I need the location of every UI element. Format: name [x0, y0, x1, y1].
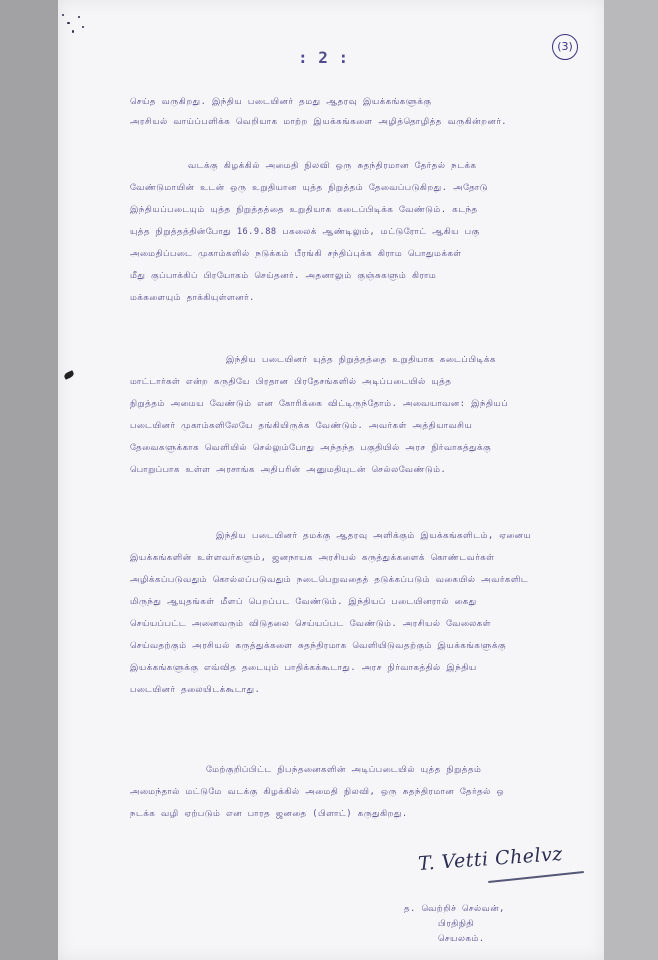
paragraph-3-line-3: நிறுத்தம் அமைய வேண்டும் என கோரிக்கை விட்டிருந்தோம். அவையாவன: இந்தியப்: [130, 399, 509, 409]
paragraph-1-line-2: அரசியல் வாய்ப்பளிக்க வெறியாக மாற்ற இயக்கங்களை அழித்தொழித்த வருகின்றனர்.: [130, 117, 507, 127]
page-circle-mark: (3): [552, 34, 578, 60]
paragraph-1-line-1: செய்த வருகிறது. இந்திய படையினர் தமது ஆதரவு இயக்கங்களுக்கு: [130, 97, 432, 107]
paragraph-4-line-1: இந்திய படையினர் தமக்கு ஆதரவு அளிக்கும் இயக்கங்களிடம், ஏனைய: [216, 531, 532, 541]
right-margin-strip: [604, 0, 658, 960]
signatory-name: த. வெற்றிச் செல்வன்,: [404, 904, 505, 914]
ink-speck: [78, 16, 80, 18]
paragraph-2-line-2: வேண்டுமாயின் உடன் ஒரு உறுதியான யுத்த நிறுத்தம் தேவைப்படுகிறது. அதோடு: [130, 183, 488, 193]
signature-block: [404, 902, 505, 947]
paragraph-4-line-4: மிருந்து ஆயுதங்கள் மீளப் பெறப்பட வேண்டும். இந்தியப் படையினரால் கைது: [130, 597, 477, 607]
paragraph-4-line-6: செய்வதற்கும் அரசியல் கருத்துக்களை சுதந்திரமாக வெளியிடுவதற்கும் இயக்கங்களுக்கு: [130, 641, 507, 651]
handwritten-signature: T. Vetti Chelvz: [417, 842, 564, 876]
ink-speck: [67, 22, 70, 24]
left-margin-strip: [0, 0, 58, 960]
paragraph-3-line-2: மாட்டார்கள் என்ற கருதியே பிரதான பிரதேசங்களில் அடிப்படையில் யுத்த: [130, 377, 452, 387]
paragraph-4-line-8: படையினர் தலையிடக்கூடாது.: [130, 685, 261, 695]
signature-underline: [488, 871, 584, 883]
paragraph-2-line-3: இந்தியப்படையும் யுத்த நிறுத்தத்தை உறுதியாக கடைப்பிடிக்க வேண்டும். கடந்த: [130, 205, 478, 215]
ink-speck: [62, 14, 64, 16]
paragraph-2-line-1: வடக்கு கிழக்கில் அமைதி நிலவி ஒரு சுதந்திரமான தேர்தல் நடக்க: [188, 161, 477, 171]
paragraph-2-line-5: அமைதிப்படை முகாம்களில் நடுக்கம் பீரங்கி சந்திப்புக்க கிராம பொதுமக்கள்: [130, 249, 462, 259]
paragraph-5-line-1: மேற்குறிப்பிட்ட நிபந்தனைகளின் அடிப்படையில் யுத்த நிறுத்தம்: [206, 765, 482, 775]
page-number: : 2 :: [298, 48, 349, 67]
paragraph-4-line-5: செய்யப்பட்ட அனைவரும் விடுதலை செய்யப்பட வேண்டும். அரசியல் வேலைகள்: [130, 619, 492, 629]
paragraph-4-line-2: இயக்கங்களின் உள்ளவர்களும், ஜனநாயக அரசியல் கருத்துக்களைக் கொண்டவர்கள்: [130, 553, 495, 563]
paragraph-5-line-3: நடக்க வழி ஏற்படும் என பாரத ஜனதை (பிளாட்) கருதுகிறது.: [130, 809, 408, 819]
paragraph-2-line-6: மீது குப்பாக்கிப் பிரயோகம் செய்தனர். அதனாலும் குஞ்சுகளும் கிராம: [130, 271, 437, 281]
ink-speck: [72, 30, 74, 33]
paragraph-3-line-1: இந்திய படையினர் யுத்த நிறுத்தத்தை உறுதியாக கடைப்பிடிக்க: [226, 355, 496, 365]
paragraph-2-line-4: யுத்த நிறுத்தத்தின்போது 16.9.88 பகலைக் ஆண்டிலும், மட்டுரோட் ஆகிய பகு: [130, 227, 480, 237]
signatory-org: செயலகம்.: [438, 934, 485, 944]
signatory-title: பிரதிநிதி: [438, 919, 474, 929]
paragraph-3-line-6: பொறுப்பாக உள்ள அரசாங்க அதிபரின் அனுமதியுடன் செல்லவேண்டும்.: [130, 465, 447, 475]
ink-speck: [82, 26, 84, 28]
paragraph-3-line-5: தேவைகளுக்காக வெளியில் செல்லும்போது அந்தந்த பகுதியில் அரச நிர்வாகத்துக்கு: [130, 443, 492, 453]
paragraph-2-line-7: மக்களையும் தாக்கியுள்ளனர்.: [130, 293, 255, 303]
margin-ink-mark: [63, 370, 75, 380]
paragraph-5-line-2: அமைந்தால் மட்டுமே வடக்கு கிழக்கில் அமைதி நிலவி, ஒரு சுதந்திரமான தேர்தல் ஒ: [130, 787, 505, 797]
document-page: [58, 0, 604, 960]
paragraph-4-line-7: இயக்கங்களுக்கு எவ்வித தடையும் பாதிக்கக்கூடாது. அரச நிர்வாகத்தில் இந்திய: [130, 663, 477, 673]
paragraph-4-line-3: அழிக்கப்படுவதும் கொல்லப்படுவதும் நடைபெறுவதைத் தடுக்கப்படும் வகையில் அவர்களிட: [130, 575, 529, 585]
paragraph-3-line-4: படையினர் முகாம்களிலேயே தங்கியிருக்க வேண்டும். அவர்கள் அத்தியாவசிய: [130, 421, 473, 431]
